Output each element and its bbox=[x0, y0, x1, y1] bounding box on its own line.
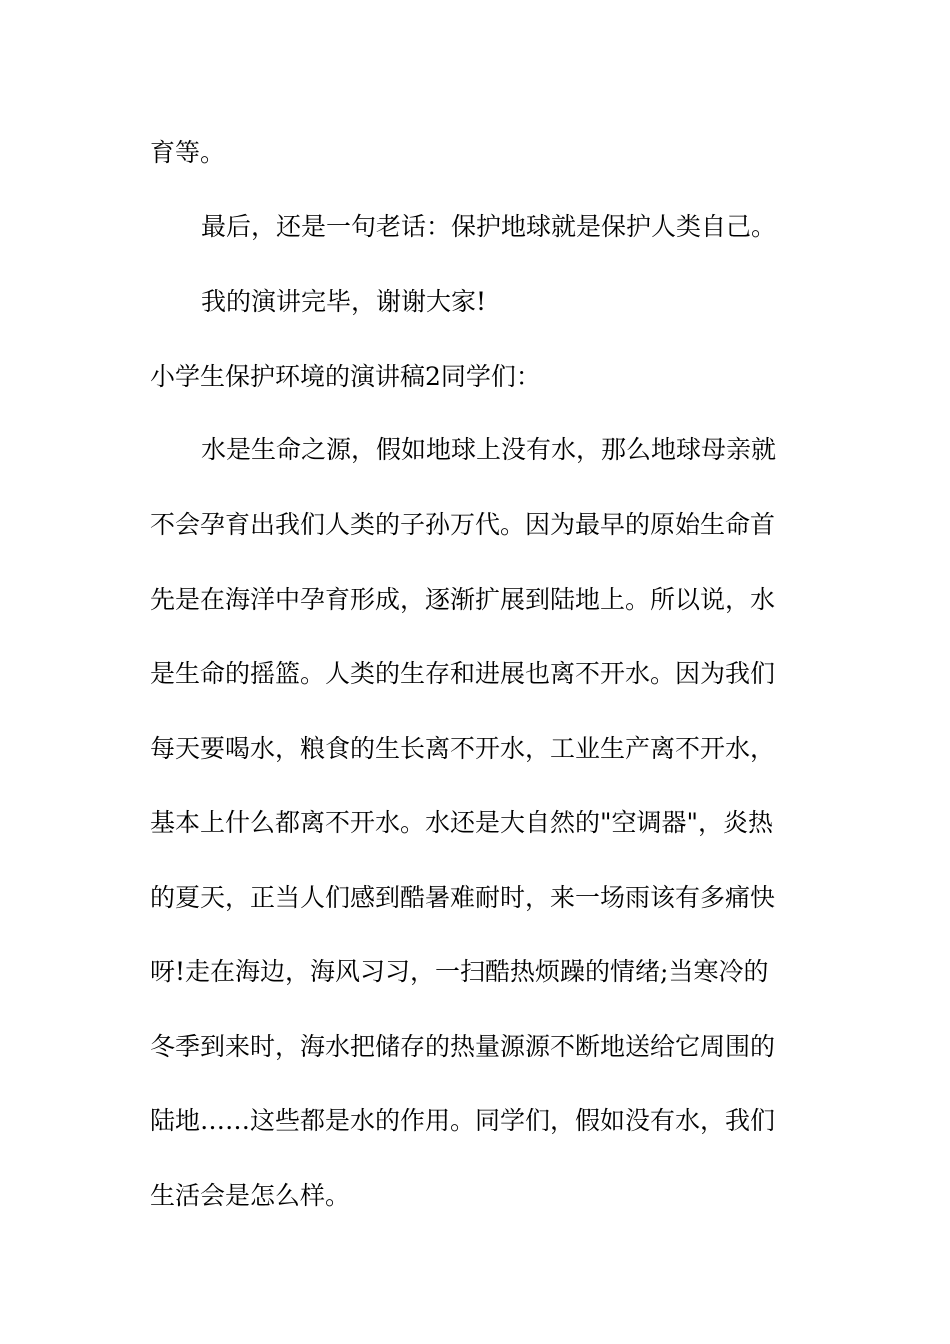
text-line: 水是生命之源，假如地球上没有水，那么地球母亲就 bbox=[201, 435, 777, 464]
text-line: 每天要喝水，粮食的生长离不开水，工业生产离不开水， bbox=[150, 734, 776, 763]
text-line: 生活会是怎么样。 bbox=[150, 1181, 351, 1210]
text-line: 基本上什么都离不开水。水还是大自然的"空调器"，炎热 bbox=[150, 808, 774, 837]
section-heading: 小学生保护环境的演讲稿2同学们： bbox=[150, 362, 541, 391]
text-line: 呀!走在海边，海风习习，一扫酷热烦躁的情绪;当寒冷的 bbox=[150, 957, 769, 986]
text-line: 最后，还是一句老话：保护地球就是保护人类自己。 bbox=[201, 212, 777, 241]
text-line: 育等。 bbox=[150, 138, 226, 167]
text-line: 我的演讲完毕，谢谢大家! bbox=[201, 287, 487, 316]
text-line: 的夏天，正当人们感到酷暑难耐时，来一场雨该有多痛快 bbox=[150, 883, 776, 912]
text-line: 是生命的摇篮。人类的生存和进展也离不开水。因为我们 bbox=[150, 659, 776, 688]
text-line: 冬季到来时，海水把储存的热量源源不断地送给它周围的 bbox=[150, 1032, 776, 1061]
text-line: 不会孕育出我们人类的子孙万代。因为最早的原始生命首 bbox=[150, 510, 776, 539]
text-line: 陆地……这些都是水的作用。同学们，假如没有水，我们 bbox=[150, 1106, 776, 1135]
text-line: 先是在海洋中孕育形成，逐渐扩展到陆地上。所以说，水 bbox=[150, 585, 776, 614]
